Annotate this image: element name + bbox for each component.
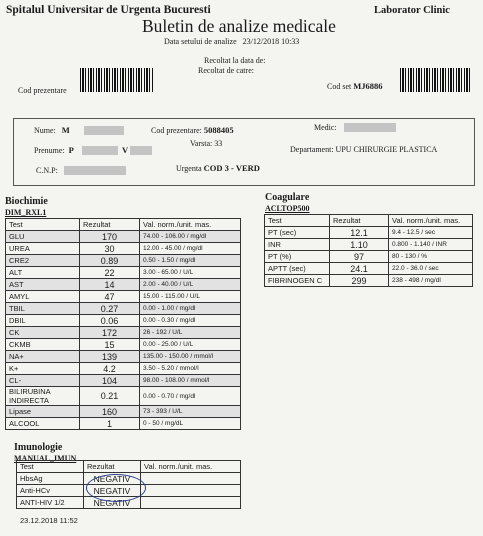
immunology-title: Imunologie [14, 442, 63, 453]
reference-range: 3.50 - 5.20 / mmol/l [140, 363, 241, 375]
reference-range: 26 - 192 / U/L [140, 327, 241, 339]
reference-range: 2.00 - 40.00 / U/L [140, 279, 241, 291]
test-name: GLU [6, 231, 80, 243]
department: Departament: UPU CHIRURGIE PLASTICA [290, 145, 438, 154]
reference-range: 22.0 - 36.0 / sec [389, 263, 473, 275]
test-name: Anti-HCv [17, 485, 84, 497]
biochemistry-title: Biochimie [5, 196, 48, 207]
table-row [6, 315, 241, 327]
table-row [6, 243, 241, 255]
test-result: 14 [80, 279, 140, 291]
test-result: 97 [330, 251, 389, 263]
test-result: 24.1 [330, 263, 389, 275]
redacted-name [84, 126, 124, 135]
patient-code: Cod prezentare: 5088405 [151, 125, 234, 135]
test-name: CL- [6, 375, 80, 387]
table-row [6, 418, 241, 430]
column-header: Val. norm./unit. mas. [389, 215, 473, 227]
physician: Medic: [314, 123, 337, 132]
test-result: 0.89 [80, 255, 140, 267]
cnp-label: C.N.P: [36, 166, 58, 175]
test-name: HbsAg [17, 473, 84, 485]
reference-range [141, 485, 241, 497]
test-result: 160 [80, 406, 140, 418]
test-result: 299 [330, 275, 389, 287]
collected-by-label: Recoltat de catre: [198, 66, 254, 75]
table-row [6, 351, 241, 363]
redacted-firstname [82, 146, 118, 155]
table-row [265, 263, 473, 275]
test-result: 0.06 [80, 315, 140, 327]
table-header-row [17, 461, 241, 473]
test-name: PT (%) [265, 251, 330, 263]
redacted-initial [130, 146, 152, 155]
reference-range: 135.00 - 150.00 / mmol/l [140, 351, 241, 363]
table-row [6, 279, 241, 291]
test-result: NEGATIV [84, 497, 141, 509]
test-result: 0.27 [80, 303, 140, 315]
table-row [6, 387, 241, 406]
table-row [6, 231, 241, 243]
reference-range: 15.00 - 115.00 / U/L [140, 291, 241, 303]
test-name: DBIL [6, 315, 80, 327]
redacted-physician [344, 123, 396, 132]
test-name: BILIRUBINA INDIRECTA [6, 387, 80, 406]
patient-info-box [13, 118, 475, 186]
test-name: CKMB [6, 339, 80, 351]
lab-name: Laborator Clinic [374, 5, 450, 16]
patient-initial: V [122, 145, 129, 155]
table-row [6, 406, 241, 418]
table-row [6, 267, 241, 279]
report-title: Buletin de analize medicale [142, 16, 336, 36]
test-result: 0.21 [80, 387, 140, 406]
coagulation-analyzer: ACLTOP500 [265, 204, 310, 213]
reference-range: 238 - 498 / mg/dl [389, 275, 473, 287]
reference-range: 98.00 - 108.00 / mmol/l [140, 375, 241, 387]
column-header: Rezultat [80, 219, 140, 231]
column-header: Test [265, 215, 330, 227]
collected-date-label: Recoltat la data de: [204, 56, 266, 65]
test-name: CRE2 [6, 255, 80, 267]
test-result: 170 [80, 231, 140, 243]
table-row [265, 275, 473, 287]
test-result: 172 [80, 327, 140, 339]
column-header: Val. norm./unit. mas. [141, 461, 241, 473]
test-name: K+ [6, 363, 80, 375]
reference-range: 0.00 - 1.00 / mg/dl [140, 303, 241, 315]
reference-range: 12.00 - 45.00 / mg/dl [140, 243, 241, 255]
test-name: NA+ [6, 351, 80, 363]
test-name: TBIL [6, 303, 80, 315]
reference-range: 74.00 - 106.00 / mg/dl [140, 231, 241, 243]
table-header-row [265, 215, 473, 227]
set-code: Cod set MJ6886 [327, 81, 383, 91]
table-row [6, 339, 241, 351]
hospital-name: Spitalul Universitar de Urgenta Bucuresti [6, 4, 211, 16]
patient-firstname: Prenume: P [34, 145, 74, 155]
column-header: Test [17, 461, 84, 473]
test-name: FIBRINOGEN C [265, 275, 330, 287]
test-result: 30 [80, 243, 140, 255]
urgency-code: Urgenta COD 3 - VERD [176, 163, 260, 173]
reference-range: 0.00 - 25.00 / U/L [140, 339, 241, 351]
test-result: 104 [80, 375, 140, 387]
test-result: 15 [80, 339, 140, 351]
test-name: ALT [6, 267, 80, 279]
reference-range: 73 - 393 / U/L [140, 406, 241, 418]
table-row [6, 375, 241, 387]
table-row [6, 327, 241, 339]
table-row [265, 239, 473, 251]
column-header: Test [6, 219, 80, 231]
set-barcode [400, 68, 470, 92]
test-name: ANTI-HIV 1/2 [17, 497, 84, 509]
table-row [265, 251, 473, 263]
test-name: Lipase [6, 406, 80, 418]
test-result: 47 [80, 291, 140, 303]
reference-range: 0.00 - 0.70 / mg/dl [140, 387, 241, 406]
test-name: INR [265, 239, 330, 251]
pen-circle-mark [86, 474, 146, 502]
reference-range: 9.4 - 12.5 / sec [389, 227, 473, 239]
immunology-method: MANUAL_IMUN [14, 454, 77, 463]
analysis-date: Data setului de analize 23/12/2018 10:33 [164, 37, 300, 46]
test-result: NEGATIV [84, 485, 141, 497]
test-result: 4.2 [80, 363, 140, 375]
test-result: 139 [80, 351, 140, 363]
presentation-code-label: Cod prezentare [18, 86, 67, 95]
test-result: 22 [80, 267, 140, 279]
table-header-row [6, 219, 241, 231]
test-result: 1 [80, 418, 140, 430]
biochemistry-table [5, 218, 241, 430]
reference-range: 0.800 - 1.140 / INR [389, 239, 473, 251]
print-timestamp: 23.12.2018 11:52 [20, 516, 78, 525]
biochemistry-analyzer: DIM_RXL1 [5, 208, 47, 217]
reference-range [141, 497, 241, 509]
reference-range: 0 - 50 / mg/dL [140, 418, 241, 430]
test-name: PT (sec) [265, 227, 330, 239]
presentation-barcode [80, 68, 154, 92]
test-name: APTT (sec) [265, 263, 330, 275]
test-result: 12.1 [330, 227, 389, 239]
reference-range: 80 - 130 / % [389, 251, 473, 263]
reference-range [141, 473, 241, 485]
test-result: NEGATIV [84, 473, 141, 485]
test-name: CK [6, 327, 80, 339]
table-row [6, 255, 241, 267]
table-row [6, 303, 241, 315]
column-header: Rezultat [330, 215, 389, 227]
reference-range: 0.50 - 1.50 / mg/dl [140, 255, 241, 267]
column-header: Val. norm./unit. mas. [140, 219, 241, 231]
table-row [6, 363, 241, 375]
redacted-cnp [64, 166, 126, 175]
coagulation-table [264, 214, 473, 287]
test-name: AST [6, 279, 80, 291]
test-result: 1.10 [330, 239, 389, 251]
test-name: AMYL [6, 291, 80, 303]
patient-name: Nume: M [34, 125, 70, 135]
table-row [265, 227, 473, 239]
patient-age: Varsta: 33 [190, 139, 223, 148]
reference-range: 0.00 - 0.30 / mg/dl [140, 315, 241, 327]
column-header: Rezultat [84, 461, 141, 473]
test-name: ALCOOL [6, 418, 80, 430]
reference-range: 3.00 - 65.00 / U/L [140, 267, 241, 279]
table-row [6, 291, 241, 303]
coagulation-title: Coagulare [265, 192, 310, 203]
test-name: UREA [6, 243, 80, 255]
